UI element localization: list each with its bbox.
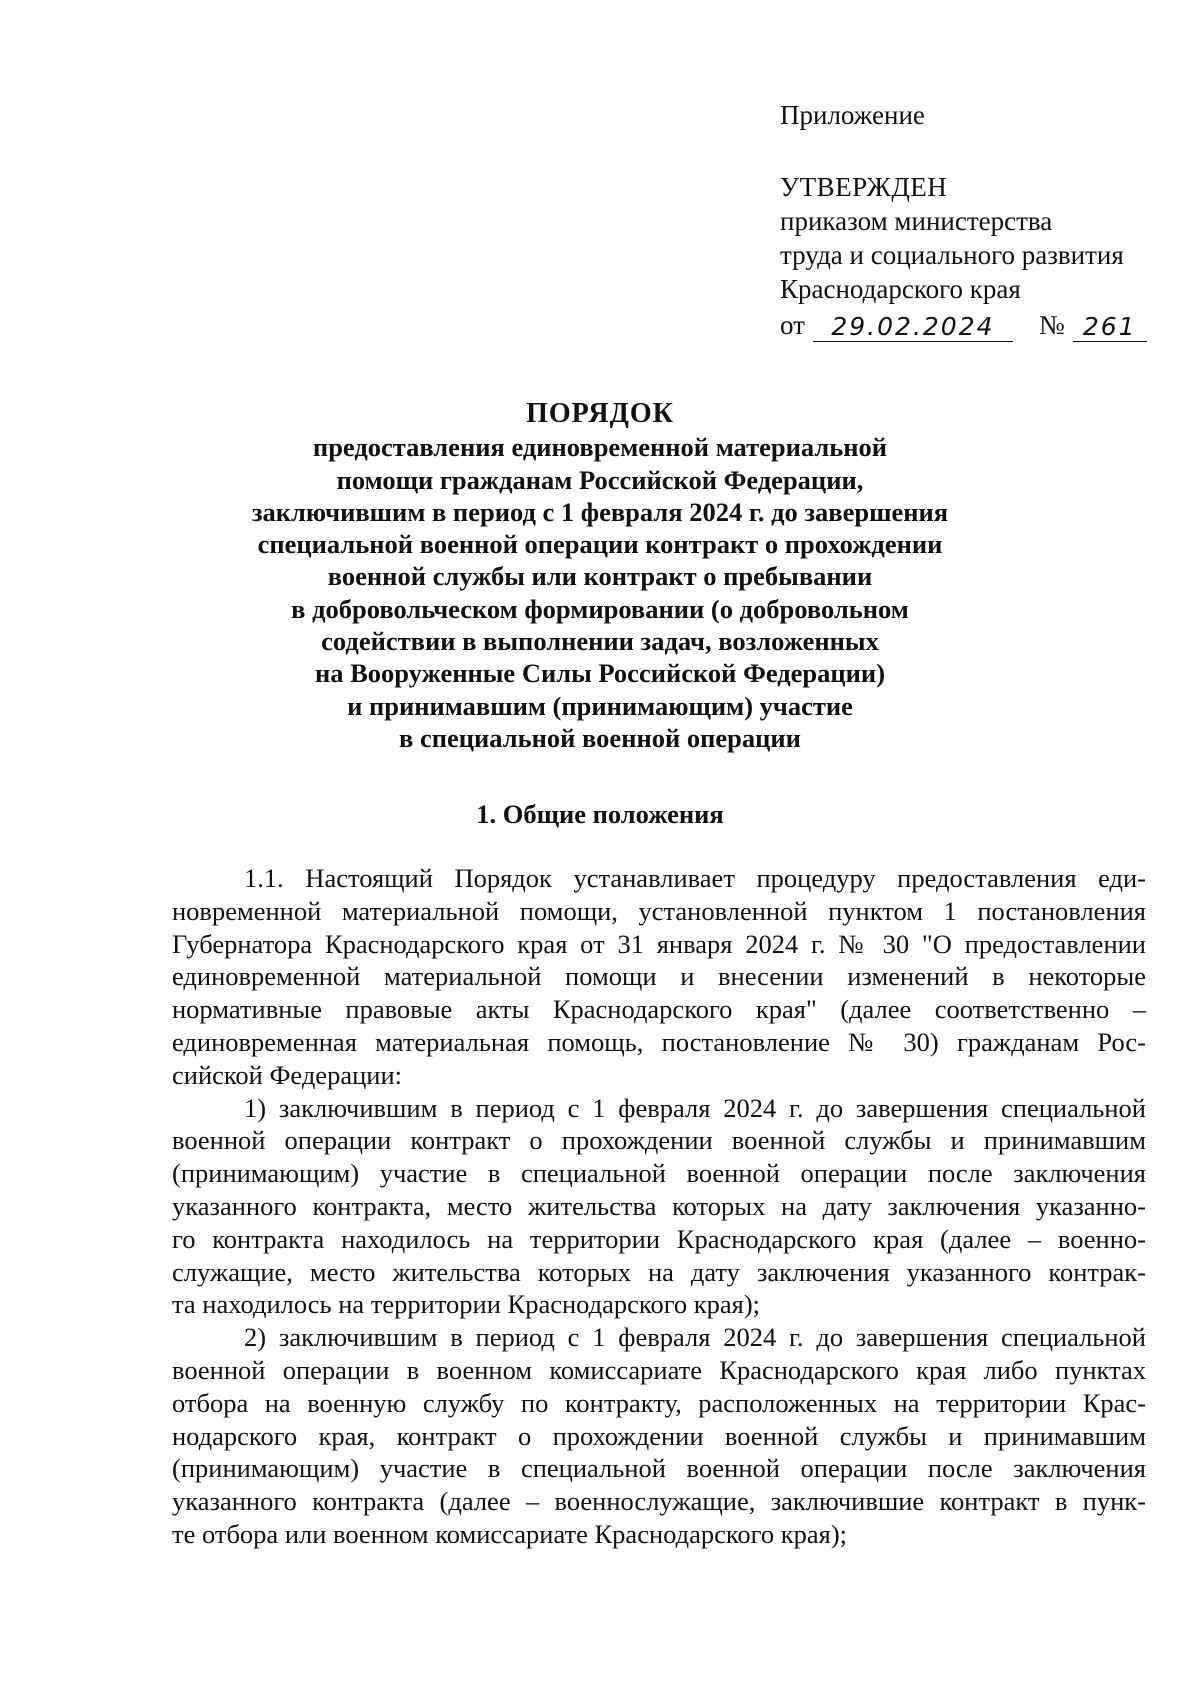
body-line: (принимающим) участие в специальной военной операции после заключения	[172, 1453, 1146, 1484]
body-line: указанного контракта (далее – военнослужащие, заключившие контракт в пунк-	[172, 1486, 1146, 1517]
from-label: от	[780, 310, 805, 340]
body-line: служащие, место жительства которых на дату заключения указанного контрак-	[172, 1256, 1146, 1287]
body-line: единовременная материальная помощь, постановление № 30) гражданам Рос-	[172, 1026, 1146, 1057]
approval-line-1: приказом министерства	[780, 206, 1053, 236]
body-line: нормативные правовые акты Краснодарского края" (далее соответственно –	[172, 994, 1146, 1025]
body-line: те отбора или военном комиссариате Краснодарского края);	[172, 1518, 848, 1549]
document-title: ПОРЯДОК	[526, 398, 674, 429]
title-line: в специальной военной операции	[399, 722, 801, 753]
body-line: (принимающим) участие в специальной военной операции после заключения	[172, 1158, 1146, 1189]
title-line: на Вооруженные Силы Российской Федерации)	[314, 658, 886, 689]
title-line: военной службы или контракт о пребывании	[327, 561, 873, 592]
approval-line-2: труда и социального развития	[780, 240, 1124, 270]
title-line: содействии в выполнении задач, возложенных	[321, 626, 879, 657]
body-line: 1.1. Настоящий Порядок устанавливает процедуру предоставления еди-	[244, 863, 1146, 893]
title-line: и принимавшим (принимающим) участие	[347, 690, 853, 721]
approval-block	[780, 98, 1170, 342]
title-line: в добровольческом формировании (о добровольном	[291, 593, 909, 624]
body-line: го контракта находилось на территории Краснодарского края (далее – военно-	[172, 1223, 1146, 1254]
approval-line-3: Краснодарского края	[780, 274, 1021, 304]
number-label: №	[1038, 310, 1065, 340]
body-line: 2) заключившим в период с 1 февраля 2024 г. до завершения специальной	[244, 1322, 1146, 1353]
body-line: 1) заключившим в период с 1 февраля 2024 г. до завершения специальной	[244, 1092, 1146, 1123]
title-line: помощи гражданам Российской Федерации,	[336, 464, 864, 495]
body-line: нодарского края, контракт о прохождении военной службы и принимавшим	[172, 1420, 1146, 1451]
title-line: заключившим в период с 1 февраля 2024 г. до завершения	[251, 496, 949, 527]
body-line: единовременной материальной помощи и внесении изменений в некоторые	[172, 961, 1146, 992]
body-line: та находилось на территории Краснодарского края);	[172, 1289, 761, 1320]
body-line: военной операции в военном комиссариате Краснодарского края либо пунктах	[172, 1354, 1146, 1385]
body-line: Губернатора Краснодарского края от 31 января 2024 г. № 30 "О предоставлении	[172, 928, 1146, 959]
title-line: специальной военной операции контракт о прохождении	[257, 529, 943, 560]
handwritten-number: 261	[1073, 313, 1147, 342]
appendix-label: Приложение	[780, 100, 925, 130]
document-title-block	[150, 398, 1050, 754]
approval-date-row	[780, 306, 1170, 342]
body-line: указанного контракта, место жительства которых на дату заключения указанно-	[172, 1190, 1146, 1221]
body-line: военной операции контракт о прохождении военной службы и принимавшим	[172, 1125, 1146, 1156]
approved-label: УТВЕРЖДЕН	[780, 172, 948, 202]
body-line: сийской Федерации:	[172, 1059, 402, 1090]
section-heading: 1. Общие положения	[476, 799, 724, 829]
body-text	[172, 862, 1146, 1551]
title-line: предоставления единовременной материальной	[312, 432, 888, 463]
body-line: отбора на военную службу по контракту, расположенных на территории Крас-	[172, 1387, 1146, 1418]
handwritten-date: 29.02.2024	[813, 313, 1013, 342]
body-line: новременной материальной помощи, установленной пунктом 1 постановления	[172, 895, 1146, 926]
